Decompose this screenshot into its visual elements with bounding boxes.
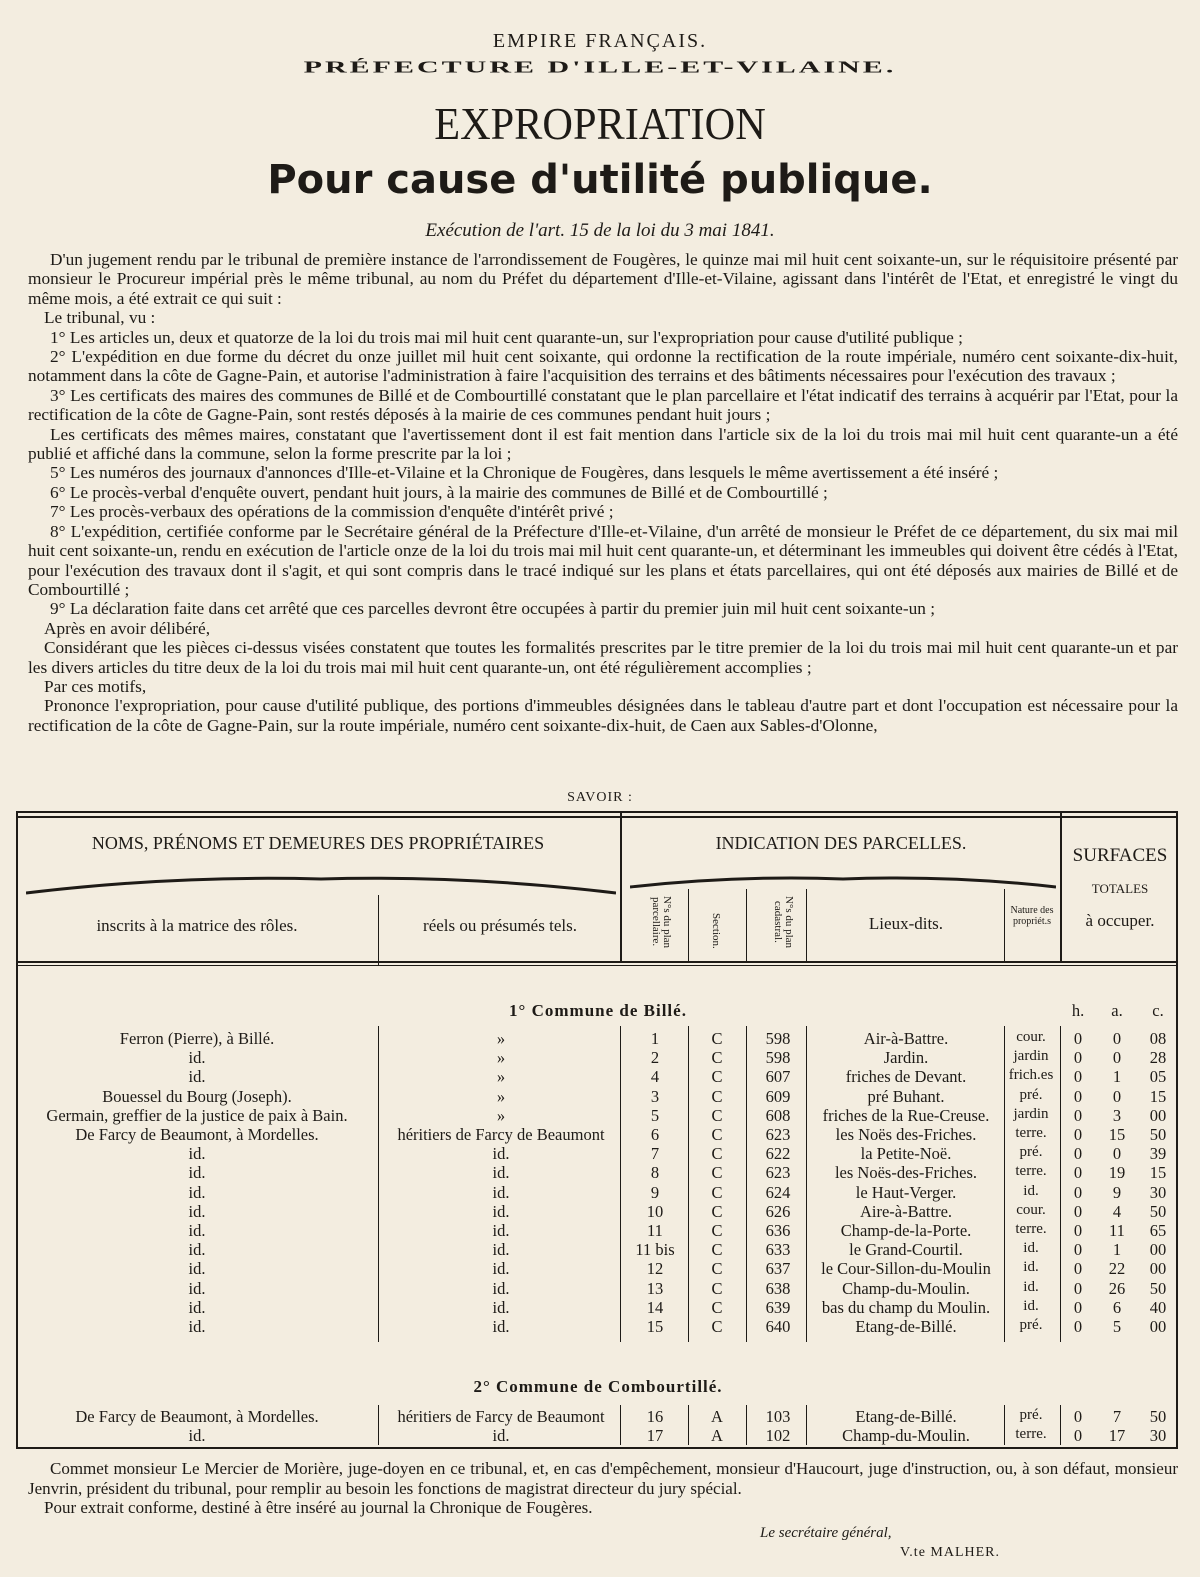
plan-parcellaire-cell: 11 [647, 1221, 663, 1240]
section-cell: C [711, 1182, 723, 1202]
signature-name: V.te MALHER. [900, 1545, 1001, 1560]
surface-c-cell: 15 [1149, 1086, 1167, 1106]
owner-inscrit-cell: Ferron (Pierre), à Billé. [119, 1029, 275, 1048]
header-section: Section. [710, 913, 722, 949]
lieu-dit-cell: les Noës des-Friches. [835, 1125, 977, 1144]
surface-a-cell: 7 [1112, 1407, 1122, 1426]
item-7: 7° Les procès-verbaux des opérations de la commission d'enquête d'intérêt privé ; [50, 502, 614, 522]
surface-h-cell: 0 [1073, 1125, 1083, 1144]
surface-h-cell: 0 [1073, 1297, 1083, 1317]
plan-cadastral-cell: 624 [765, 1182, 791, 1202]
judgment-text [28, 250, 1178, 735]
owner-inscrit-cell: Germain, greffier de la justice de paix à Bain. [46, 1105, 348, 1125]
plan-parcellaire-cell: 3 [650, 1086, 660, 1106]
owner-reel-cell: id. [492, 1259, 510, 1279]
plan-parcellaire-cell: 17 [646, 1426, 664, 1445]
commune-combourtille-heading: 2° Commune de Combourtillé. [473, 1377, 723, 1396]
table-row [16, 1087, 1180, 1106]
table-row [16, 1144, 1180, 1163]
owner-inscrit-cell: id. [188, 1067, 206, 1087]
owner-reel-cell: id. [492, 1201, 510, 1221]
nature-cell: id. [1023, 1297, 1039, 1314]
owner-reel-cell: id. [492, 1182, 510, 1202]
surface-c-cell: 05 [1149, 1067, 1167, 1087]
owner-reel-cell: héritiers de Farcy de Beaumont [397, 1125, 605, 1144]
plan-cadastral-cell: 609 [765, 1086, 791, 1106]
section-cell: C [711, 1163, 723, 1183]
item-8: 8° L'expédition, certifiée conforme par le Secrétaire général de la Préfecture d'Ille-et-Vilaine, d'un arrêté de monsieur le Préfet de ce département, du six mai mil huit cent soixante-un, rendu en exécution de l'article onze de la loi du trois mai mil huit cent quarante-un, et déterminant les immeubles qui doivent être cédés à l'Etat, pour l'exécution des travaux dont il s'agit, et qui sont compris dans le tracé indiqué sur les plans et états parcellaires, qui ont été déposés aux mairies de Billé et de Combourtillé ; [28, 521, 1178, 599]
commet-paragraph: Commet monsieur Le Mercier de Morière, juge-doyen en ce tribunal, et, en cas d'empêchement, monsieur d'Haucourt, juge d'instruction, ou, à son défaut, monsieur Jenvrin, président du tribunal, pour remplir au besoin les fonctions de magistrat directeur du jury spécial. [28, 1459, 1178, 1498]
surface-a-cell: 15 [1108, 1125, 1126, 1144]
table-row [16, 1279, 1180, 1298]
surface-a-cell: 9 [1112, 1182, 1122, 1202]
plan-parcellaire-cell: 13 [646, 1278, 664, 1298]
item-5: 5° Les numéros des journaux d'annonces d'Ille-et-Vilaine et la Chronique de Fougères, dans lesquels le même avertissement a été inséré ; [50, 463, 999, 483]
surface-a-cell: 0 [1112, 1048, 1122, 1068]
footer-text [28, 1459, 1178, 1518]
prononce-paragraph: Prononce l'expropriation, pour cause d'utilité publique, des portions d'immeubles désignées dans le tableau d'autre part et dont l'occupation est nécessaire pour la rectification de la côte de Gagne-Pain, sur la route impériale, numéro cent soixante-dix-huit, de Caen aux Sables-d'Olonne, [28, 696, 1178, 735]
surface-c-cell: 00 [1149, 1240, 1167, 1260]
plan-parcellaire-cell: 14 [646, 1297, 664, 1317]
surface-a-cell: 5 [1112, 1317, 1122, 1336]
owner-inscrit-cell: id. [188, 1221, 206, 1240]
surface-c-cell: 08 [1149, 1029, 1167, 1048]
plan-cadastral-cell: 598 [765, 1048, 791, 1068]
units-row [16, 1001, 1180, 1020]
plan-cadastral-cell: 102 [765, 1426, 791, 1445]
plan-parcellaire-cell: 2 [650, 1048, 660, 1068]
motifs-line: Par ces motifs, [44, 676, 147, 696]
surface-a-cell: 22 [1108, 1259, 1126, 1279]
brace-noms [26, 865, 616, 895]
owner-inscrit-cell: id. [188, 1048, 206, 1068]
lieu-dit-cell: les Noës-des-Friches. [834, 1163, 978, 1183]
owner-reel-cell: » [496, 1105, 506, 1125]
plan-parcellaire-cell: 16 [646, 1407, 664, 1426]
surface-c-cell: 30 [1149, 1426, 1167, 1445]
plan-parcellaire-cell: 11 bis [635, 1240, 675, 1260]
extrait-line: Pour extrait conforme, destiné à être inséré au journal la Chronique de Fougères. [44, 1498, 593, 1517]
nature-cell: id. [1023, 1259, 1039, 1276]
surface-h-cell: 0 [1073, 1029, 1083, 1048]
surface-h-cell: 0 [1073, 1105, 1083, 1125]
lieu-dit-cell: Etang-de-Billé. [855, 1317, 957, 1336]
nature-cell: id. [1023, 1240, 1039, 1257]
surface-a-cell: 3 [1112, 1105, 1122, 1125]
owner-reel-cell: id. [492, 1221, 510, 1240]
plan-cadastral-cell: 598 [765, 1029, 791, 1048]
surface-h-cell: 0 [1073, 1048, 1083, 1068]
surface-a-cell: 0 [1112, 1029, 1122, 1048]
owner-inscrit-cell: id. [188, 1426, 206, 1445]
lieu-dit-cell: Aire-à-Battre. [859, 1201, 953, 1221]
header-reels: réels ou présumés tels. [423, 916, 577, 935]
section-cell: A [711, 1426, 723, 1445]
plan-parcellaire-cell: 15 [646, 1317, 664, 1336]
nature-cell: terre. [1015, 1221, 1047, 1237]
surface-c-cell: 28 [1149, 1048, 1167, 1068]
owner-inscrit-cell: id. [188, 1144, 206, 1164]
surface-h-cell: 0 [1073, 1163, 1083, 1183]
lieu-dit-cell: la Petite-Noë. [860, 1144, 952, 1164]
item-2: 2° L'expédition en due forme du décret du onze juillet mil huit cent soixante, qui ordonne la rectification de la route impériale, numéro cent soixante-dix-huit, notamment dans la côte de Gagne-Pain, et autorise l'administration à faire l'acquisition des terrains et des bâtiments nécessaires pour l'exécution des travaux ; [28, 347, 1178, 386]
plan-parcellaire-cell: 6 [650, 1125, 660, 1144]
table-row [16, 1240, 1180, 1259]
owner-reel-cell: » [496, 1067, 506, 1087]
owner-reel-cell: id. [492, 1144, 510, 1164]
item-6: 6° Le procès-verbal d'enquête ouvert, pendant huit jours, à la mairie des communes de Billé et de Combourtillé ; [50, 482, 828, 502]
nature-cell: cour. [1016, 1201, 1046, 1218]
surface-c-cell: 00 [1149, 1317, 1167, 1336]
surface-h-cell: 0 [1073, 1086, 1083, 1106]
surface-h-cell: 0 [1073, 1182, 1083, 1202]
lieu-dit-cell: le Grand-Courtil. [849, 1240, 963, 1260]
item-9: 9° La déclaration faite dans cet arrêté que ces parcelles devront être occupées à partir du premier juin mil huit cent soixante-un ; [50, 599, 935, 619]
surface-c-cell: 50 [1149, 1201, 1167, 1221]
surface-c-cell: 00 [1149, 1259, 1167, 1279]
nature-cell: terre. [1015, 1163, 1047, 1180]
surface-c-cell: 65 [1149, 1221, 1167, 1240]
surface-c-cell: 00 [1149, 1105, 1167, 1125]
section-cell: C [711, 1144, 723, 1164]
lieu-dit-cell: Air-à-Battre. [863, 1029, 949, 1048]
plan-parcellaire-cell: 5 [650, 1105, 660, 1125]
section-cell: C [711, 1125, 723, 1144]
page-subtitle: Pour cause d'utilité publique. [267, 157, 933, 203]
surface-a-cell: 4 [1112, 1201, 1122, 1221]
plan-cadastral-cell: 607 [765, 1067, 791, 1087]
divider-inscrits-reels [378, 895, 379, 965]
surface-h-cell: 0 [1073, 1240, 1083, 1260]
nature-cell: pré. [1019, 1407, 1043, 1423]
nature-cell: jardin [1013, 1105, 1049, 1122]
unit-h: h. [1071, 1001, 1085, 1020]
surface-a-cell: 1 [1112, 1240, 1122, 1260]
considerant-paragraph: Considérant que les pièces ci-dessus visées constatent que toutes les formalités prescrites par le titre premier de la loi du trois mai mil huit cent quarante-un et par les divers articles du titre deux de la loi du trois mai mil huit cent quarante-un, ont été régulièrement accomplies ; [28, 638, 1178, 677]
intro-paragraph: D'un jugement rendu par le tribunal de première instance de l'arrondissement de Fougères, le quinze mai mil huit cent soixante-un, sur le réquisitoire présenté par monsieur le Procureur impérial près le même tribunal, au nom du Préfet du département d'Ille-et-Vilaine, agissant dans l'intérêt de l'Etat, et enregistré le vingt du même mois, a été extrait ce qui suit : [28, 250, 1178, 308]
surface-h-cell: 0 [1073, 1407, 1083, 1426]
tribunal-line: Le tribunal, vu : [44, 308, 156, 328]
nature-cell: jardin [1013, 1048, 1049, 1065]
nature-cell: terre. [1015, 1426, 1047, 1442]
header-lieux: Lieux-dits. [868, 914, 944, 933]
nature-cell: id. [1023, 1278, 1039, 1295]
owner-inscrit-cell: id. [188, 1297, 206, 1317]
table-row [16, 1259, 1180, 1278]
owner-inscrit-cell: id. [188, 1182, 206, 1202]
nature-cell: pré. [1019, 1144, 1043, 1161]
surface-a-cell: 17 [1108, 1426, 1126, 1445]
surface-a-cell: 6 [1112, 1297, 1122, 1317]
section-cell: C [711, 1297, 723, 1317]
owner-inscrit-cell: Bouessel du Bourg (Joseph). [102, 1086, 292, 1106]
owner-reel-cell: id. [492, 1163, 510, 1183]
table-row [16, 1298, 1180, 1317]
header-surfaces: SURFACES [1072, 845, 1168, 866]
owner-reel-cell: id. [492, 1317, 510, 1336]
section-cell: C [711, 1278, 723, 1298]
section-cell: A [711, 1407, 723, 1426]
table-row [16, 1407, 1180, 1426]
table-row [16, 1029, 1180, 1048]
owner-reel-cell: id. [492, 1278, 510, 1298]
plan-cadastral-cell: 636 [765, 1221, 791, 1240]
plan-cadastral-cell: 638 [765, 1278, 791, 1298]
table-row [16, 1317, 1180, 1336]
plan-cadastral-cell: 637 [765, 1259, 791, 1279]
divider-cadastral-lieux [806, 889, 807, 963]
header-nature: Nature des propriét.s [1010, 905, 1054, 927]
owner-reel-cell: » [496, 1086, 506, 1106]
lieu-dit-cell: friches de Devant. [845, 1067, 967, 1087]
page-title: EXPROPRIATION [434, 98, 766, 149]
surface-a-cell: 1 [1112, 1067, 1122, 1087]
owner-inscrit-cell: De Farcy de Beaumont, à Mordelles. [75, 1407, 319, 1426]
plan-parcellaire-cell: 12 [646, 1259, 664, 1279]
plan-parcellaire-cell: 9 [650, 1182, 660, 1202]
plan-cadastral-cell: 623 [765, 1125, 791, 1144]
lieu-dit-cell: le Cour-Sillon-du-Moulin [821, 1259, 991, 1279]
surface-a-cell: 11 [1109, 1221, 1125, 1240]
item-3: 3° Les certificats des maires des communes de Billé et de Combourtillé constatant que le plan parcellaire et l'état indicatif des terrains à acquérir par l'Etat, pour la rectification de la côte de Gagne-Pain, sont restés déposés à la mairie de ces communes pendant huit jours ; [28, 385, 1178, 425]
lieu-dit-cell: bas du champ du Moulin. [821, 1297, 991, 1317]
nature-cell: id. [1023, 1182, 1039, 1199]
owner-inscrit-cell: id. [188, 1278, 206, 1298]
owner-reel-cell: » [496, 1029, 506, 1048]
execution-line: Exécution de l'art. 15 de la loi du 3 mai 1841. [425, 220, 775, 241]
lieu-dit-cell: pré Buhant. [867, 1086, 945, 1106]
plan-cadastral-cell: 626 [765, 1201, 791, 1221]
table-row [16, 1426, 1180, 1445]
plan-parcellaire-cell: 1 [650, 1029, 660, 1048]
surface-c-cell: 39 [1149, 1144, 1167, 1164]
table-row [16, 1163, 1180, 1182]
lieu-dit-cell: Jardin. [883, 1048, 929, 1068]
section-cell: C [711, 1201, 723, 1221]
surface-h-cell: 0 [1073, 1067, 1083, 1087]
table-row [16, 1202, 1180, 1221]
empire-header: EMPIRE FRANÇAIS. [492, 30, 708, 52]
surface-h-cell: 0 [1073, 1221, 1083, 1240]
divider-section-cadastral [746, 889, 747, 963]
item-4: Les certificats des mêmes maires, constatant que l'avertissement dont il est fait mention dans l'article six de la loi du trois mai mil huit cent quarante-un a été publié et affiché dans la commune, selon la forme prescrite par la loi ; [28, 424, 1178, 464]
nature-cell: pré. [1019, 1086, 1043, 1103]
divider-plan-section [688, 889, 689, 963]
lieu-dit-cell: Champ-du-Moulin. [842, 1278, 970, 1298]
table-row [16, 1183, 1180, 1202]
plan-cadastral-cell: 640 [765, 1317, 791, 1336]
lieu-dit-cell: le Haut-Verger. [855, 1182, 957, 1202]
surface-h-cell: 0 [1073, 1317, 1083, 1336]
surface-a-cell: 19 [1108, 1163, 1126, 1183]
divider-lieux-nature [1004, 889, 1005, 963]
header-totales: TOTALES [1091, 881, 1149, 896]
table-row [16, 1067, 1180, 1086]
apres-line: Après en avoir délibéré, [44, 618, 211, 638]
owner-inscrit-cell: id. [188, 1240, 206, 1260]
surface-c-cell: 40 [1149, 1297, 1167, 1317]
surface-c-cell: 50 [1149, 1125, 1167, 1144]
header-bottom-rule-2 [16, 965, 1178, 966]
lieu-dit-cell: friches de la Rue-Creuse. [822, 1105, 990, 1125]
header-noms: NOMS, PRÉNOMS ET DEMEURES DES PROPRIÉTAIRES [91, 833, 545, 853]
owner-inscrit-cell: id. [188, 1163, 206, 1183]
section-cell: C [711, 1317, 723, 1336]
table-row [16, 1048, 1180, 1067]
plan-parcellaire-cell: 10 [646, 1201, 664, 1221]
surface-c-cell: 50 [1149, 1278, 1167, 1298]
plan-parcellaire-cell: 4 [650, 1067, 660, 1087]
nature-cell: terre. [1015, 1125, 1047, 1141]
prefecture-header: PRÉFECTURE D'ILLE-ET-VILAINE. [303, 58, 897, 77]
section-cell: C [711, 1048, 723, 1068]
nature-cell: frich.es [1008, 1067, 1054, 1084]
surface-c-cell: 15 [1149, 1163, 1167, 1183]
plan-cadastral-cell: 639 [765, 1297, 791, 1317]
owner-reel-cell: id. [492, 1426, 510, 1445]
plan-parcellaire-cell: 8 [650, 1163, 660, 1183]
surface-h-cell: 0 [1073, 1426, 1083, 1445]
header-plan-parcellaire: N°s du plan parcellaire. [650, 895, 673, 949]
plan-cadastral-cell: 633 [765, 1240, 791, 1260]
brace-parcelles [630, 869, 1056, 891]
surface-h-cell: 0 [1073, 1259, 1083, 1279]
commune-bille-heading: 1° Commune de Billé. [509, 1001, 687, 1020]
nature-cell: pré. [1019, 1317, 1043, 1333]
surface-a-cell: 26 [1108, 1278, 1126, 1298]
secretaire-title: Le secrétaire général, [760, 1525, 892, 1541]
table-row [16, 1125, 1180, 1144]
plan-parcellaire-cell: 7 [650, 1144, 660, 1164]
surface-a-cell: 0 [1112, 1144, 1122, 1164]
surface-h-cell: 0 [1073, 1201, 1083, 1221]
table-row [16, 1221, 1180, 1240]
owner-inscrit-cell: De Farcy de Beaumont, à Mordelles. [75, 1125, 319, 1144]
header-indication: INDICATION DES PARCELLES. [715, 833, 967, 853]
owner-reel-cell: héritiers de Farcy de Beaumont [397, 1407, 605, 1426]
header-bottom-rule [16, 961, 1178, 963]
owner-inscrit-cell: id. [188, 1259, 206, 1279]
owner-reel-cell: id. [492, 1297, 510, 1317]
plan-cadastral-cell: 622 [765, 1144, 791, 1164]
section-cell: C [711, 1221, 723, 1240]
item-1: 1° Les articles un, deux et quatorze de la loi du trois mai mil huit cent quarante-un, sur l'expropriation pour cause d'utilité publique ; [50, 327, 963, 347]
header-occuper: à occuper. [1085, 911, 1155, 930]
surface-a-cell: 0 [1112, 1086, 1122, 1106]
plan-cadastral-cell: 623 [765, 1163, 791, 1183]
owner-reel-cell: » [496, 1048, 506, 1068]
plan-cadastral-cell: 608 [765, 1105, 791, 1125]
section-cell: C [711, 1067, 723, 1087]
owner-inscrit-cell: id. [188, 1201, 206, 1221]
section-cell: C [711, 1029, 723, 1048]
unit-c: c. [1152, 1001, 1164, 1020]
surface-h-cell: 0 [1073, 1278, 1083, 1298]
section-cell: C [711, 1240, 723, 1260]
parcels-table [16, 811, 1180, 1451]
owner-inscrit-cell: id. [188, 1317, 206, 1336]
nature-cell: cour. [1016, 1029, 1046, 1045]
unit-a: a. [1111, 1001, 1123, 1020]
top-rule [16, 816, 1178, 818]
savoir-label: SAVOIR : [567, 790, 633, 805]
section-cell: C [711, 1086, 723, 1106]
surface-c-cell: 50 [1149, 1407, 1167, 1426]
lieu-dit-cell: Etang-de-Billé. [855, 1407, 957, 1426]
lieu-dit-cell: Champ-du-Moulin. [842, 1426, 970, 1445]
header-plan-cadastral: N°s du plan cadastral. [772, 895, 795, 949]
section-cell: C [711, 1105, 723, 1125]
header-inscrits: inscrits à la matrice des rôles. [96, 916, 298, 935]
section-cell: C [711, 1259, 723, 1279]
owner-reel-cell: id. [492, 1240, 510, 1260]
surface-h-cell: 0 [1073, 1144, 1083, 1164]
surface-c-cell: 30 [1149, 1182, 1167, 1202]
table-row [16, 1106, 1180, 1125]
lieu-dit-cell: Champ-de-la-Porte. [840, 1221, 972, 1240]
plan-cadastral-cell: 103 [765, 1407, 791, 1426]
